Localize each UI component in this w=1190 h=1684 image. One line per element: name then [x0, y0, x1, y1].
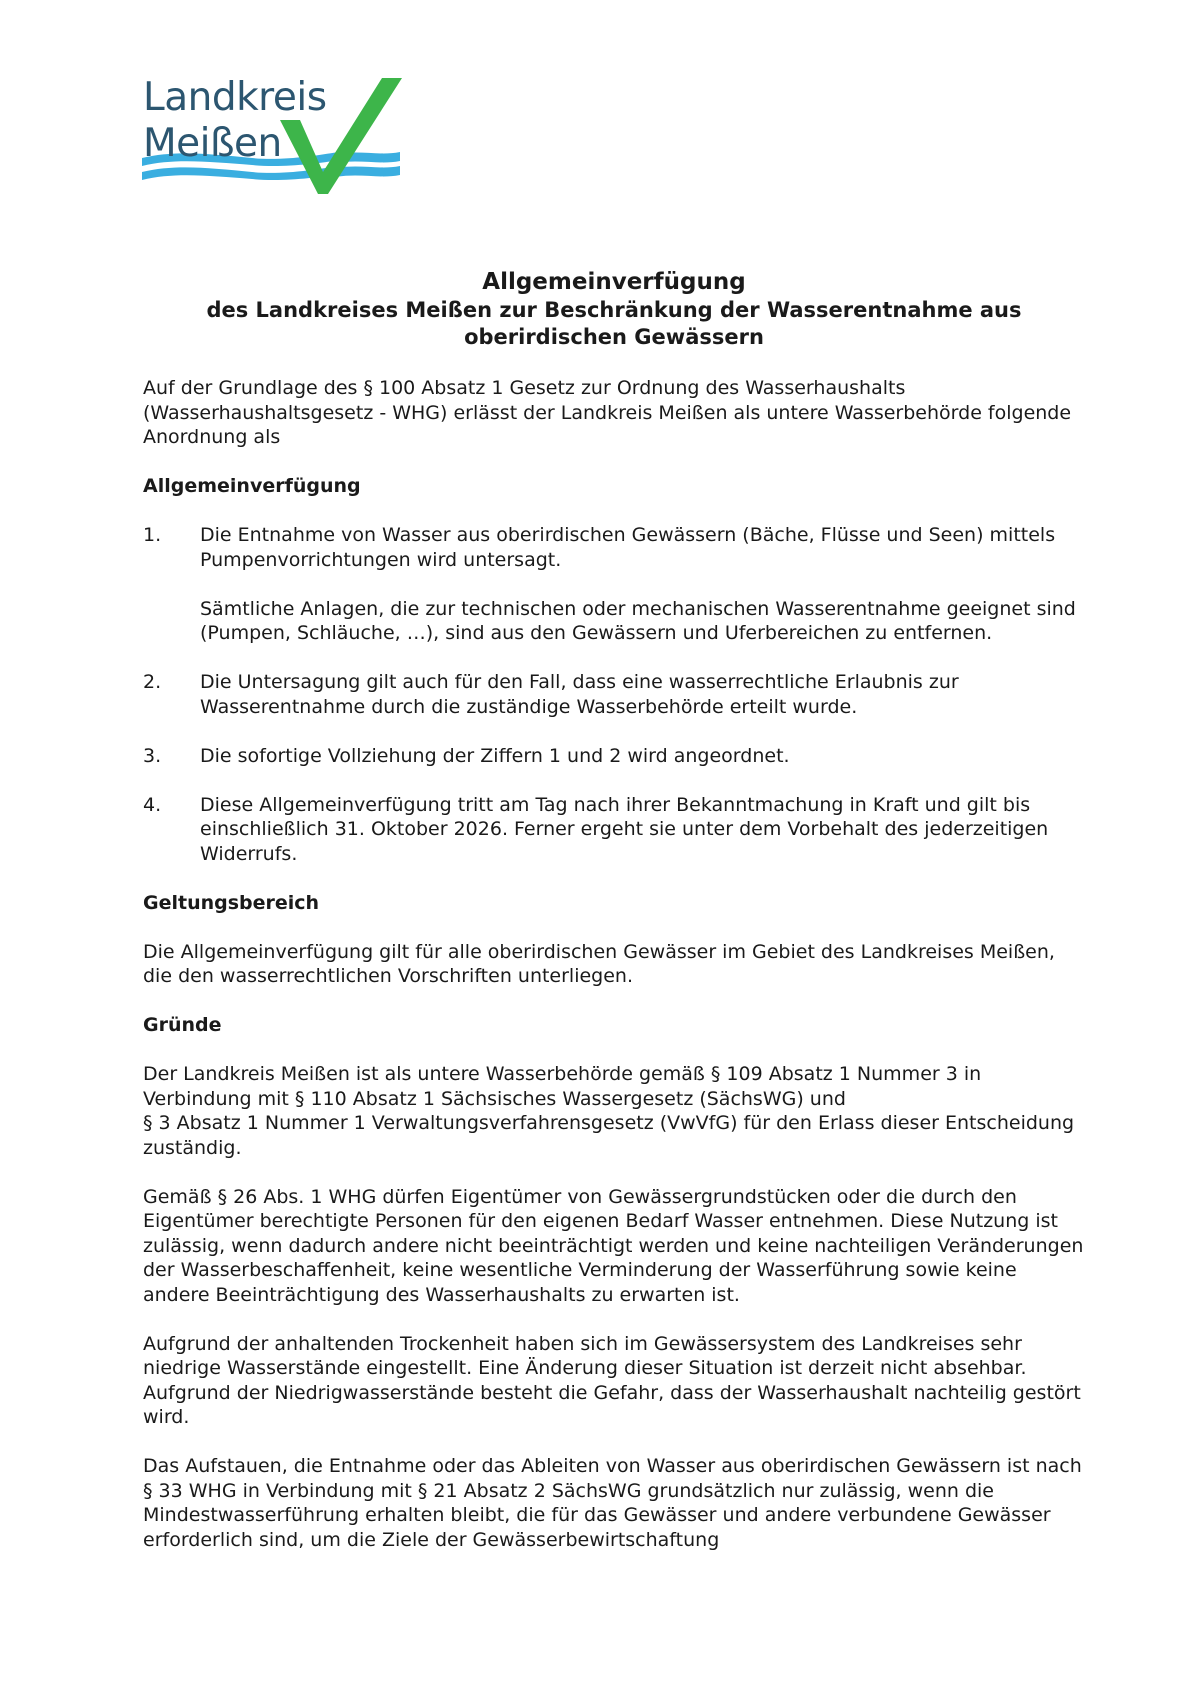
section-heading-gruende: Gründe [143, 1014, 222, 1036]
item-text: Die sofortige Vollziehung der Ziffern 1 und 2 wird angeordnet. [200, 744, 790, 767]
title-line3: oberirdischen Gewässern [464, 325, 764, 349]
intro-paragraph: Auf der Grundlage des § 100 Absatz 1 Gesetz zur Ordnung des Wasserhaushalts (Wasserhaushaltsgesetz - WHG) erlässt der Landkreis Meißen als untere Wasserbehörde folgende Anordnung als [143, 377, 1072, 448]
item-number: 2. [143, 671, 162, 693]
logo-text-line1: Landkreis [143, 75, 327, 120]
list-item [143, 670, 1088, 719]
item-text: Sämtliche Anlagen, die zur technischen oder mechanischen Wasserentnahme geeignet sind (Pumpen, Schläuche, …), sind aus den Gewässern und Uferbereichen zu entfernen. [200, 597, 1076, 644]
geltungsbereich-paragraph: Die Allgemeinverfügung gilt für alle oberirdischen Gewässer im Gebiet des Landkreises Meißen, die den wasserrechtlichen Vorschriften unterliegen. [143, 940, 1055, 987]
gruende-paragraph-1b: § 3 Absatz 1 Nummer 1 Verwaltungsverfahrensgesetz (VwVfG) für den Erlass dieser Entscheidung zuständig. [143, 1112, 1075, 1159]
logo-text-line2: Meißen [143, 121, 282, 166]
gruende-paragraph-2: Gemäß § 26 Abs. 1 WHG dürfen Eigentümer von Gewässergrundstücken oder die durch den Eigentümer berechtigte Personen für den eigenen Bedarf Wasser entnehmen. Diese Nutzung ist zulässig, wenn dadurch andere nicht beeinträchtigt werden und keine nachteiligen Veränderungen der Wasserbeschaffenheit, keine wesentliche Verminderung der Wasserführung sowie keine andere Beeinträchtigung des Wasserhaushalts zu erwarten ist. [143, 1185, 1084, 1306]
document-body [143, 376, 1088, 1577]
gruende-paragraph-4: Das Aufstauen, die Entnahme oder das Ableiten von Wasser aus oberirdischen Gewässern ist nach § 33 WHG in Verbindung mit § 21 Absatz 2 SächsWG grundsätzlich nur zulässig, wenn die Mindestwasserführung erhalten bleibt, die für das Gewässer und andere verbundene Gewässer erforderlich sind, um die Ziele der Gewässerbewirtschaftung [143, 1455, 1082, 1551]
list-item [143, 523, 1088, 646]
section-heading-allgemeinverfuegung: Allgemeinverfügung [143, 475, 361, 497]
item-number: 4. [143, 793, 162, 816]
gruende-paragraph-1a: Der Landkreis Meißen ist als untere Wasserbehörde gemäß § 109 Absatz 1 Nummer 3 in Verbindung mit § 110 Absatz 1 Sächsisches Wassergesetz (SächsWG) und [143, 1063, 982, 1110]
title-line2: des Landkreises Meißen zur Beschränkung der Wasserentnahme aus [206, 298, 1022, 322]
item-text: Diese Allgemeinverfügung tritt am Tag nach ihrer Bekanntmachung in Kraft und gilt bis einschließlich 31. Oktober 2026. Ferner ergeht sie unter dem Vorbehalt des jederzeitigen Widerrufs. [200, 793, 1049, 865]
item-number: 3. [143, 744, 162, 767]
section-heading-geltungsbereich: Geltungsbereich [143, 891, 320, 914]
item-text: Die Entnahme von Wasser aus oberirdischen Gewässern (Bäche, Flüsse und Seen) mittels Pumpenvorrichtungen wird untersagt. [200, 524, 1056, 571]
gruende-paragraph-1 [143, 1062, 1088, 1160]
list-item [143, 744, 1088, 769]
title-line1: Allgemeinverfügung [482, 269, 746, 295]
document-title [140, 268, 1088, 351]
item-text: Die Untersagung gilt auch für den Fall, dass eine wasserrechtliche Erlaubnis zur Wasserentnahme durch die zuständige Wasserbehörde erteilt wurde. [200, 671, 959, 718]
item-number: 1. [143, 524, 162, 546]
gruende-paragraph-3: Aufgrund der anhaltenden Trockenheit haben sich im Gewässersystem des Landkreises sehr niedrige Wasserstände eingestellt. Eine Änderung dieser Situation ist derzeit nicht absehbar. Aufgrund der Niedrigwasserstände besteht die Gefahr, dass der Wasserhaushalt nachteilig gestört wird. [143, 1332, 1081, 1428]
list-item [143, 793, 1088, 867]
landkreis-meissen-logo [140, 72, 402, 196]
logo-wave-right-lower [336, 166, 400, 177]
